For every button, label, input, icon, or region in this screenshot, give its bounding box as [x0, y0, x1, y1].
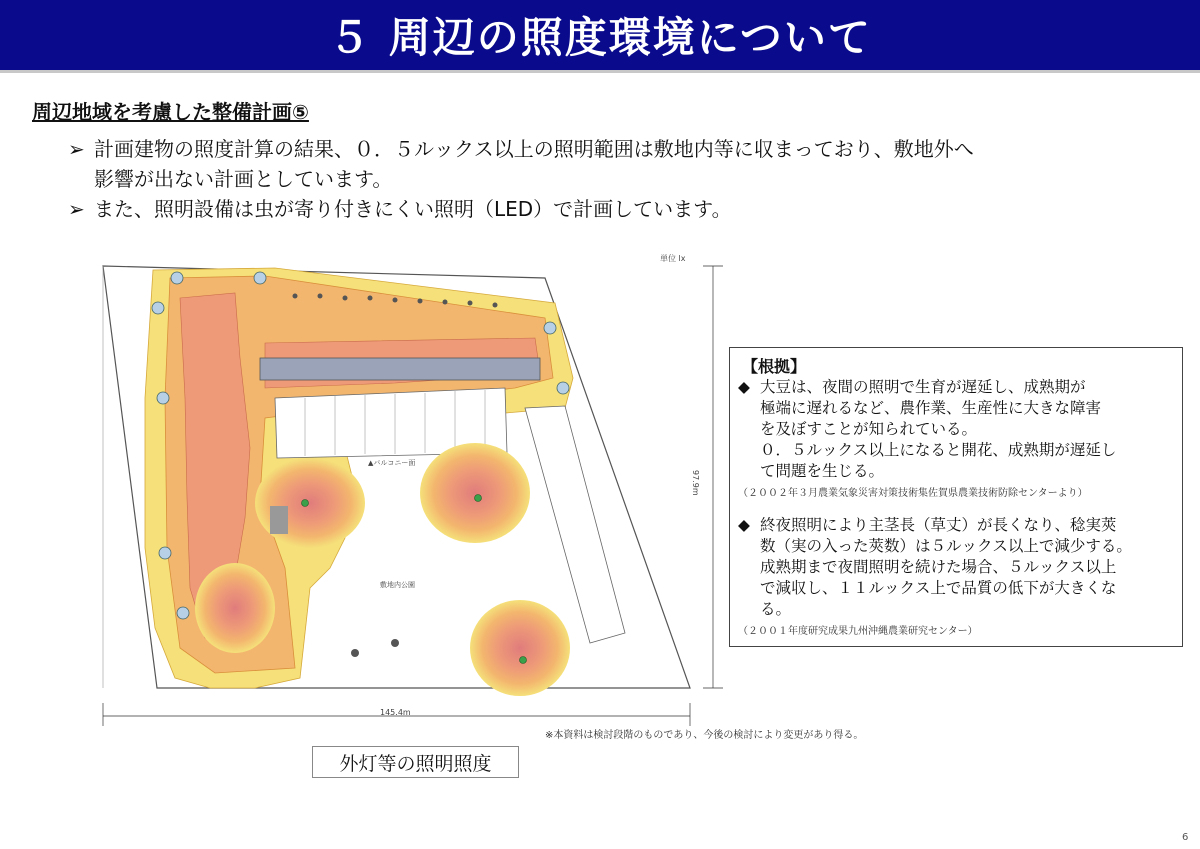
basis-source: （２００２年３月農業気象災害対策技術集佐賀県農業技術防除センターより） [738, 488, 1088, 499]
section-subtitle: 周辺地域を考慮した整備計画⑤ [32, 100, 309, 124]
basis-line: 極端に遅れるなど、農作業、生産性に大きな障害 [760, 399, 1102, 417]
height-dimension-label: 97.9m [691, 470, 700, 496]
bullet-item [68, 134, 1178, 194]
lamp-marker [157, 392, 169, 404]
bullet-line: また、照明設備は虫が寄り付きにくい照明（LED）で計画しています。 [94, 197, 732, 221]
unit-label: 単位 lx [660, 254, 686, 263]
lamp-glow [195, 563, 275, 653]
lamp-marker [544, 322, 556, 334]
basis-line: る。 [760, 600, 792, 618]
basis-item [738, 515, 1174, 536]
basis-item [738, 377, 1174, 398]
lamp-marker [557, 382, 569, 394]
arrow-bullet-icon: ➢ [68, 197, 85, 221]
illuminance-site-plan [95, 248, 725, 738]
lamp-marker [171, 272, 183, 284]
lamp-glow [470, 600, 570, 696]
lamp-point [475, 495, 482, 502]
figure-caption: 外灯等の照明照度 [312, 746, 519, 778]
lamp-marker [254, 272, 266, 284]
arrow-bullet-icon: ➢ [68, 137, 85, 161]
basis-line: を及ぼすことが知られている。 [760, 420, 978, 438]
basis-line: ０．５ルックス以上になると開花、成熟期が遅延し [760, 441, 1117, 459]
utility-box [270, 506, 288, 534]
title-bar [0, 0, 1200, 73]
basis-box [729, 347, 1183, 647]
width-dimension-label: 145.4m [380, 708, 411, 717]
page-number: 6 [1182, 832, 1189, 843]
basis-line: 数（実の入った莢数）は５ルックス以上で減少する。 [760, 537, 1132, 555]
lamp-point [302, 500, 309, 507]
basis-title: 【根拠】 [742, 357, 807, 376]
basis-line: 成熟期まで夜間照明を続けた場合、５ルックス以上 [760, 558, 1117, 576]
diamond-bullet-icon: ◆ [738, 516, 750, 534]
bullet-line: 影響が出ない計画としています。 [94, 167, 393, 191]
park-label: 敷地内公園 [380, 581, 415, 589]
basis-source: （２００１年度研究成果九州沖縄農業研究センター） [738, 626, 978, 637]
lamp-marker [159, 547, 171, 559]
building-north [260, 358, 540, 380]
basis-line: 大豆は、夜間の照明で生育が遅延し、成熟期が [760, 378, 1086, 396]
lamp-glow [255, 458, 365, 548]
basis-line: 終夜照明により主茎長（草丈）が長くなり、稔実莢 [760, 516, 1117, 534]
bullet-item [68, 194, 1178, 224]
lamp-marker [152, 302, 164, 314]
diamond-bullet-icon: ◆ [738, 378, 750, 396]
balcony-label: ▲バルコニー面 [368, 459, 416, 467]
bullet-line: 計画建物の照度計算の結果、０．５ルックス以上の照明範囲は敷地内等に収まっており、敷地外へ [94, 137, 974, 161]
lamp-point [520, 657, 527, 664]
lamp-marker [177, 607, 189, 619]
basis-line: で減収し、１１ルックス上で品質の低下が大きくな [760, 579, 1117, 597]
page-title: ５ 周辺の照度環境について [328, 13, 872, 62]
bullet-list [68, 134, 1178, 224]
lamp-glow [420, 443, 530, 543]
basis-line: て問題を生じる。 [760, 462, 885, 480]
disclaimer-note: ※本資料は検討段階のものであり、今後の検討により変更があり得る。 [545, 730, 864, 741]
